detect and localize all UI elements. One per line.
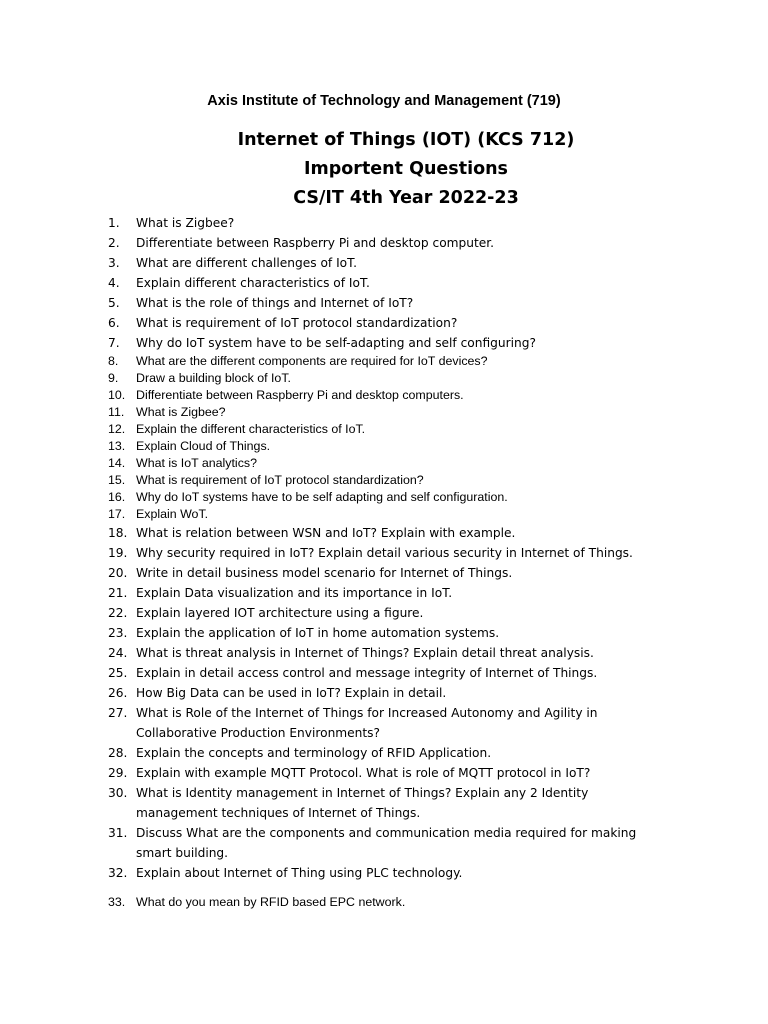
list-item bbox=[108, 863, 648, 883]
list-item bbox=[108, 743, 648, 763]
question-number: 14. bbox=[108, 456, 126, 470]
question-number: 4. bbox=[108, 276, 120, 290]
list-item bbox=[108, 603, 648, 623]
question-number: 33. bbox=[108, 895, 126, 909]
question-text: What do you mean by RFID based EPC network. bbox=[136, 895, 406, 909]
question-text: Explain the different characteristics of IoT. bbox=[136, 422, 366, 436]
question-text: What are the different components are required for IoT devices? bbox=[136, 354, 488, 368]
list-item bbox=[108, 643, 648, 663]
list-item bbox=[108, 333, 648, 353]
question-number: 3. bbox=[108, 256, 120, 270]
question-number: 30. bbox=[108, 786, 128, 800]
question-text: How Big Data can be used in IoT? Explain in detail. bbox=[136, 686, 447, 700]
list-item bbox=[108, 523, 648, 543]
list-item bbox=[108, 472, 648, 489]
question-text: Explain Data visualization and its importance in IoT. bbox=[136, 586, 453, 600]
list-item bbox=[108, 563, 648, 583]
question-number: 17. bbox=[108, 507, 126, 521]
question-text: Explain Cloud of Things. bbox=[136, 439, 271, 453]
question-text: What is threat analysis in Internet of Things? Explain detail threat analysis. bbox=[136, 646, 594, 660]
question-text: Explain with example MQTT Protocol. What is role of MQTT protocol in IoT? bbox=[136, 766, 591, 780]
list-item bbox=[108, 253, 648, 273]
question-text: What is relation between WSN and IoT? Explain with example. bbox=[136, 526, 516, 540]
question-number: 1. bbox=[108, 216, 120, 230]
question-number: 25. bbox=[108, 666, 128, 680]
list-item bbox=[108, 233, 648, 253]
list-item bbox=[108, 404, 648, 421]
list-item bbox=[108, 353, 648, 370]
question-text: Explain in detail access control and message integrity of Internet of Things. bbox=[136, 666, 598, 680]
question-text: Why do IoT system have to be self-adapting and self configuring? bbox=[136, 336, 536, 350]
question-text: Draw a building block of IoT. bbox=[136, 371, 291, 385]
list-item bbox=[108, 455, 648, 472]
question-number: 16. bbox=[108, 490, 126, 504]
question-text: What is requirement of IoT protocol standardization? bbox=[136, 473, 424, 487]
list-item bbox=[108, 387, 648, 404]
question-number: 29. bbox=[108, 766, 128, 780]
list-item bbox=[108, 623, 648, 643]
list-item bbox=[108, 583, 648, 603]
list-item bbox=[108, 370, 648, 387]
question-number: 23. bbox=[108, 626, 128, 640]
question-text: What are different challenges of IoT. bbox=[136, 256, 358, 270]
question-number: 2. bbox=[108, 236, 120, 250]
question-text: Differentiate between Raspberry Pi and desktop computers. bbox=[136, 388, 464, 402]
question-number: 15. bbox=[108, 473, 126, 487]
question-text: Explain the concepts and terminology of RFID Application. bbox=[136, 746, 492, 760]
question-text: What is requirement of IoT protocol standardization? bbox=[136, 316, 458, 330]
question-text: What is Role of the Internet of Things for Increased Autonomy and Agility in Collaborative Production Environments? bbox=[136, 706, 598, 740]
list-item bbox=[108, 489, 648, 506]
question-number: 22. bbox=[108, 606, 128, 620]
question-text: Differentiate between Raspberry Pi and desktop computer. bbox=[136, 236, 495, 250]
question-text: Explain about Internet of Thing using PLC technology. bbox=[136, 866, 463, 880]
question-text: Explain layered IOT architecture using a figure. bbox=[136, 606, 424, 620]
question-number: 27. bbox=[108, 706, 128, 720]
question-number: 19. bbox=[108, 546, 128, 560]
question-text: Why security required in IoT? Explain detail various security in Internet of Things. bbox=[136, 546, 633, 560]
question-list bbox=[108, 213, 648, 911]
list-item bbox=[108, 703, 648, 743]
list-item bbox=[108, 313, 648, 333]
question-text: What is the role of things and Internet of IoT? bbox=[136, 296, 414, 310]
question-number: 5. bbox=[108, 296, 120, 310]
question-number: 8. bbox=[108, 354, 119, 368]
list-item bbox=[108, 663, 648, 683]
document-subtitle: Importent Questions bbox=[304, 159, 508, 179]
list-item bbox=[108, 543, 648, 563]
question-text: Why do IoT systems have to be self adapting and self configuration. bbox=[136, 490, 508, 504]
question-number: 10. bbox=[108, 388, 126, 402]
question-text: What is IoT analytics? bbox=[136, 456, 257, 470]
question-text: Explain different characteristics of IoT. bbox=[136, 276, 370, 290]
question-number: 24. bbox=[108, 646, 128, 660]
list-item bbox=[108, 273, 648, 293]
question-text: Discuss What are the components and communication media required for making smart building. bbox=[136, 826, 637, 860]
question-number: 13. bbox=[108, 439, 126, 453]
question-number: 32. bbox=[108, 866, 128, 880]
question-text: Explain WoT. bbox=[136, 507, 209, 521]
institute-name: Axis Institute of Technology and Management (719) bbox=[207, 93, 561, 109]
question-number: 26. bbox=[108, 686, 128, 700]
list-item bbox=[108, 293, 648, 313]
question-text: What is Zigbee? bbox=[136, 216, 235, 230]
question-number: 28. bbox=[108, 746, 128, 760]
list-item bbox=[108, 506, 648, 523]
question-text: Explain the application of IoT in home automation systems. bbox=[136, 626, 500, 640]
course-title: Internet of Things (IOT) (KCS 712) bbox=[237, 130, 575, 150]
question-number: 31. bbox=[108, 826, 128, 840]
list-item bbox=[108, 783, 648, 823]
list-item bbox=[108, 213, 648, 233]
question-number: 20. bbox=[108, 566, 128, 580]
question-number: 6. bbox=[108, 316, 120, 330]
year-heading: CS/IT 4th Year 2022-23 bbox=[293, 188, 519, 208]
list-item bbox=[108, 421, 648, 438]
question-number: 7. bbox=[108, 336, 120, 350]
question-number: 11. bbox=[108, 405, 125, 419]
question-text: What is Identity management in Internet of Things? Explain any 2 Identity management techniques of Internet of Things. bbox=[136, 786, 589, 820]
question-number: 12. bbox=[108, 422, 126, 436]
question-number: 21. bbox=[108, 586, 128, 600]
question-text: What is Zigbee? bbox=[136, 405, 226, 419]
list-item bbox=[108, 683, 648, 703]
list-item bbox=[108, 823, 648, 863]
question-text: Write in detail business model scenario for Internet of Things. bbox=[136, 566, 513, 580]
list-item bbox=[108, 894, 648, 911]
question-number: 18. bbox=[108, 526, 128, 540]
list-item bbox=[108, 438, 648, 455]
list-item bbox=[108, 763, 648, 783]
question-number: 9. bbox=[108, 371, 119, 385]
